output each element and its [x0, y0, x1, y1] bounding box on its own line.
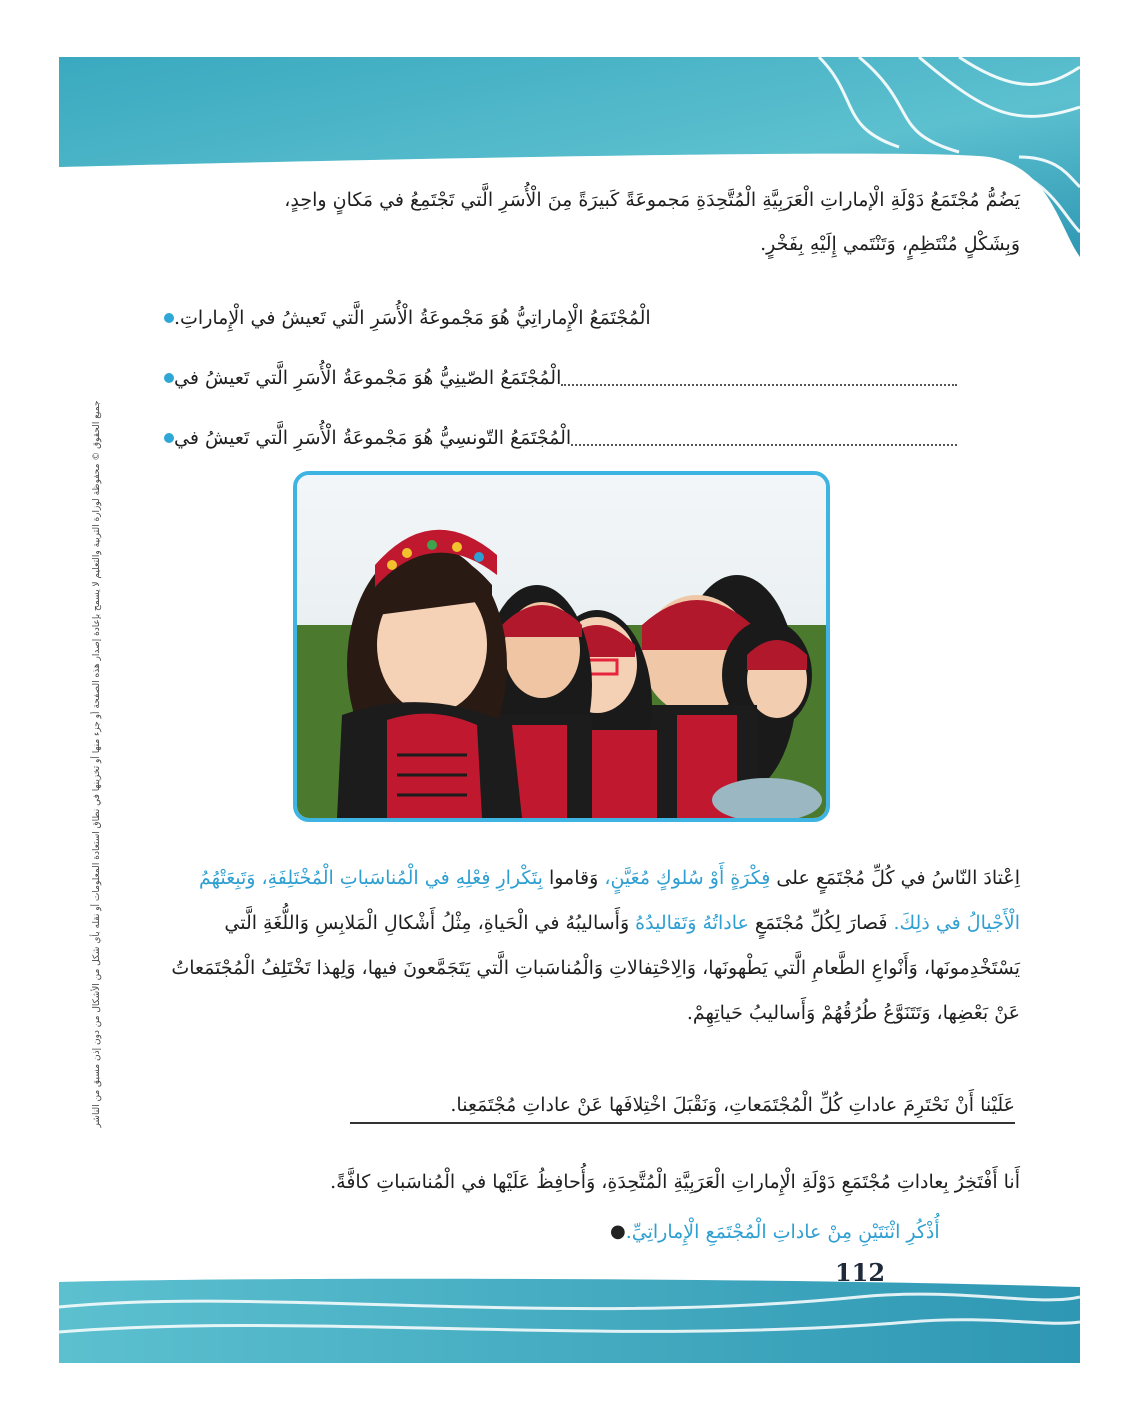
customs-text-3: فَصارَ لِكُلِّ مُجْتَمَعٍ — [748, 912, 894, 934]
customs-paragraph — [160, 856, 1020, 1036]
page-number: 112 — [834, 1258, 886, 1287]
customs-highlight-1: فِكْرَةٍ أَوْ سُلوكٍ مُعَيَّنٍ، — [604, 867, 771, 889]
bullet-dot-icon — [164, 433, 174, 443]
bullet-list — [150, 288, 965, 468]
girls-traditional-dress-photo — [293, 471, 830, 822]
bullet-item-emirati — [150, 288, 965, 348]
customs-text-4: وَأَساليبُهُ في الْحَياةِ، مِثْلُ أَشْكالِ الْمَلابِسِ وَاللُّغَةِ الَّتي يَسْتَخْدِمونَها، وَأَنْواعِ الطَّعامِ الَّتي يَطْهونَها، وَالِاحْتِفالاتِ وَالْمُناسَباتِ الَّتي يَتَجَمَّعونَ فيها، وَلِهذا تَخْتَلِفُ الْمُجْتَمَعاتُ عَنْ بَعْضِها، وَتَتَنَوَّعُ طُرُقُهُمْ وَأَساليبُ حَياتِهِمْ. — [171, 912, 1020, 1024]
pride-statement: أَنا أَفْتَخِرُ بِعاداتِ مُجْتَمَعِ دَوْلَةِ الْإِماراتِ الْعَرَبِيَّةِ الْمُتَّحِدَةِ، وَأُحافِظُ عَلَيْها في الْمُناسَباتِ كافَّةً. — [330, 1171, 1020, 1193]
answer-blank-line[interactable] — [571, 430, 957, 446]
task-item — [600, 1212, 975, 1252]
task-text: أُذْكُرِ اثْنَتَيْنِ مِنْ عاداتِ الْمُجْتَمَعِ الْإِماراتِيِّ. — [625, 1221, 940, 1243]
bullet-icon: ● — [610, 1221, 626, 1242]
bullet-text: الْمُجْتَمَعُ الْإِماراتِيُّ هُوَ مَجْموعَةُ الْأُسَرِ الَّتي تَعيشُ في الْإِماراتِ. — [174, 307, 651, 329]
customs-highlight-3: عاداتُهُ وَتَقاليدُهُ — [635, 912, 749, 934]
customs-text-2: وَقاموا — [542, 867, 605, 889]
copyright-side-note: جميع الحقوق © محفوظة لوزارة التربية والتعليم لا يسمح بإعادة إصدار هذه الصفحة أو جزء منها أو تخزينها في نطاق استعادة المعلومات أو نقله بأي شكل من الأشكال من دون إذن مسبق من الناشر — [92, 400, 102, 1128]
bottom-decorative-band — [59, 1277, 1080, 1363]
intro-line-2: وَبِشَكْلٍ مُنْتَظِمٍ، وَتَنْتَمي إِلَيْهِ بِفَخْرٍ. — [760, 233, 1020, 255]
bullet-text: الْمُجْتَمَعُ التّونسِيُّ هُوَ مَجْموعَةُ الْأُسَرِ الَّتي تَعيشُ في — [174, 427, 572, 449]
bullet-dot-icon — [164, 313, 174, 323]
photo-illustration — [297, 475, 826, 818]
bullet-dot-icon — [164, 373, 174, 383]
customs-highlight-2: بِتَكْرارِ فِعْلِهِ في الْمُناسَباتِ الْمُخْتَلِفَةِ، وَتَبِعَتْهُمُ الْأَجْيالُ في ذلِكَ. — [198, 867, 1020, 934]
intro-paragraph — [190, 178, 1020, 266]
customs-text-1: اِعْتادَ النّاسُ في كُلِّ مُجْتَمَعٍ على — [770, 867, 1020, 889]
bullet-item-tunisian — [150, 408, 965, 468]
bullet-text: الْمُجْتَمَعُ الصّينِيُّ هُوَ مَجْموعَةُ الْأُسَرِ الَّتي تَعيشُ في — [174, 367, 562, 389]
bullet-item-chinese — [150, 348, 965, 408]
respect-statement: عَلَيْنا أَنْ نَحْتَرِمَ عاداتِ كُلِّ الْمُجْتَمَعاتِ، وَنَقْبَلَ اخْتِلافَها عَنْ عاداتِ مُجْتَمَعِنا. — [350, 1090, 1015, 1124]
answer-blank-line[interactable] — [561, 370, 957, 386]
intro-line-1: يَضُمُّ مُجْتَمَعُ دَوْلَةِ الْإماراتِ الْعَرَبِيَّةِ الْمُتَّحِدَةِ مَجموعَةً كَبيرَةً مِنَ الْأُسَرِ الَّتي تَجْتَمِعُ في مَكانٍ واحِدٍ، — [284, 189, 1020, 211]
